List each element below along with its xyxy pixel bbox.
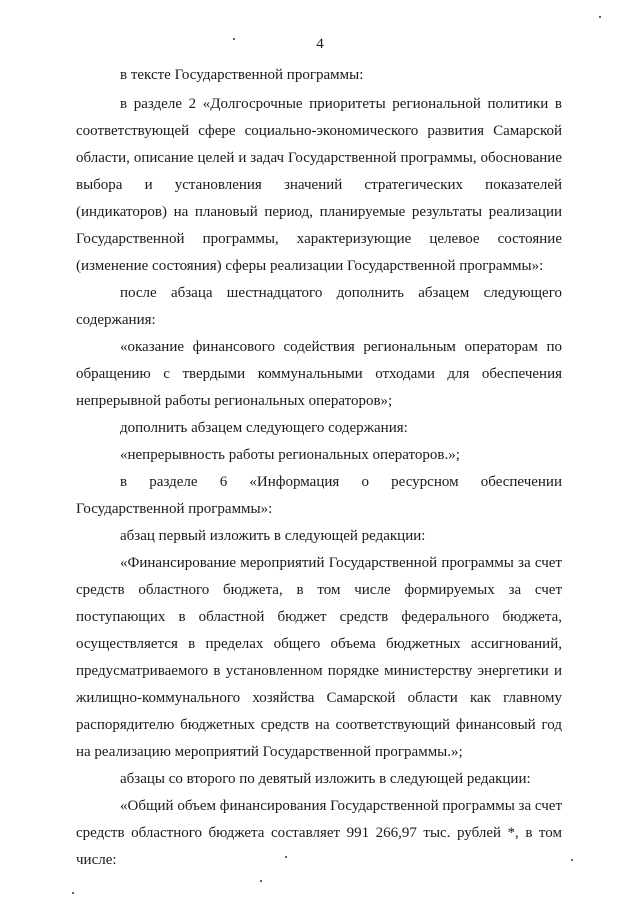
scan-speck: [260, 880, 262, 882]
document-body: [76, 62, 562, 874]
scan-speck: [72, 892, 74, 894]
paragraph-7: в разделе 6 «Информация о ресурсном обеспечении Государственной программы»:: [76, 474, 562, 517]
scan-speck: [571, 859, 573, 861]
paragraph-10: абзацы со второго по девятый изложить в следующей редакции:: [120, 771, 531, 787]
paragraph-5: дополнить абзацем следующего содержания:: [120, 420, 408, 436]
scan-speck: [233, 38, 235, 40]
paragraph-2: в разделе 2 «Долгосрочные приоритеты региональной политики в соответствующей сфере социально-экономического развития Самарской области, описание целей и задач Государственной программы, обоснование выбора и установления значений стратегических показателей (индикаторов) на плановый период, планируемые результаты реализации Государственной программы, характеризующие целевое состояние (изменение состояния) сферы реализации Государственной программы»:: [76, 96, 562, 274]
paragraph-4: «оказание финансового содействия региональным операторам по обращению с твердыми коммунальными отходами для обеспечения непрерывной работы региональных операторов»;: [76, 339, 562, 409]
paragraph-3: после абзаца шестнадцатого дополнить абзацем следующего содержания:: [76, 285, 562, 328]
paragraph-9: «Финансирование мероприятий Государственной программы за счет средств областного бюджета, в том числе формируемых за счет поступающих в областной бюджет средств федерального бюджета, осуществляется в пределах общего объема бюджетных ассигнований, предусматриваемого в установленном порядке министерству энергетики и жилищно-коммунального хозяйства Самарской области как главному распорядителю бюджетных средств на соответствующий финансовый год на реализацию мероприятий Государственной программы.»;: [76, 555, 562, 760]
scan-speck: [599, 16, 601, 18]
paragraph-8: абзац первый изложить в следующей редакции:: [120, 528, 426, 544]
paragraph-1: в тексте Государственной программы:: [120, 67, 364, 83]
paragraph-6: «непрерывность работы региональных операторов.»;: [120, 447, 460, 463]
scan-speck: [285, 856, 287, 858]
page-number: 4: [316, 36, 324, 52]
paragraph-11: «Общий объем финансирования Государственной программы за счет средств областного бюджета составляет 991 266,97 тыс. рублей *, в том числе:: [76, 798, 562, 868]
